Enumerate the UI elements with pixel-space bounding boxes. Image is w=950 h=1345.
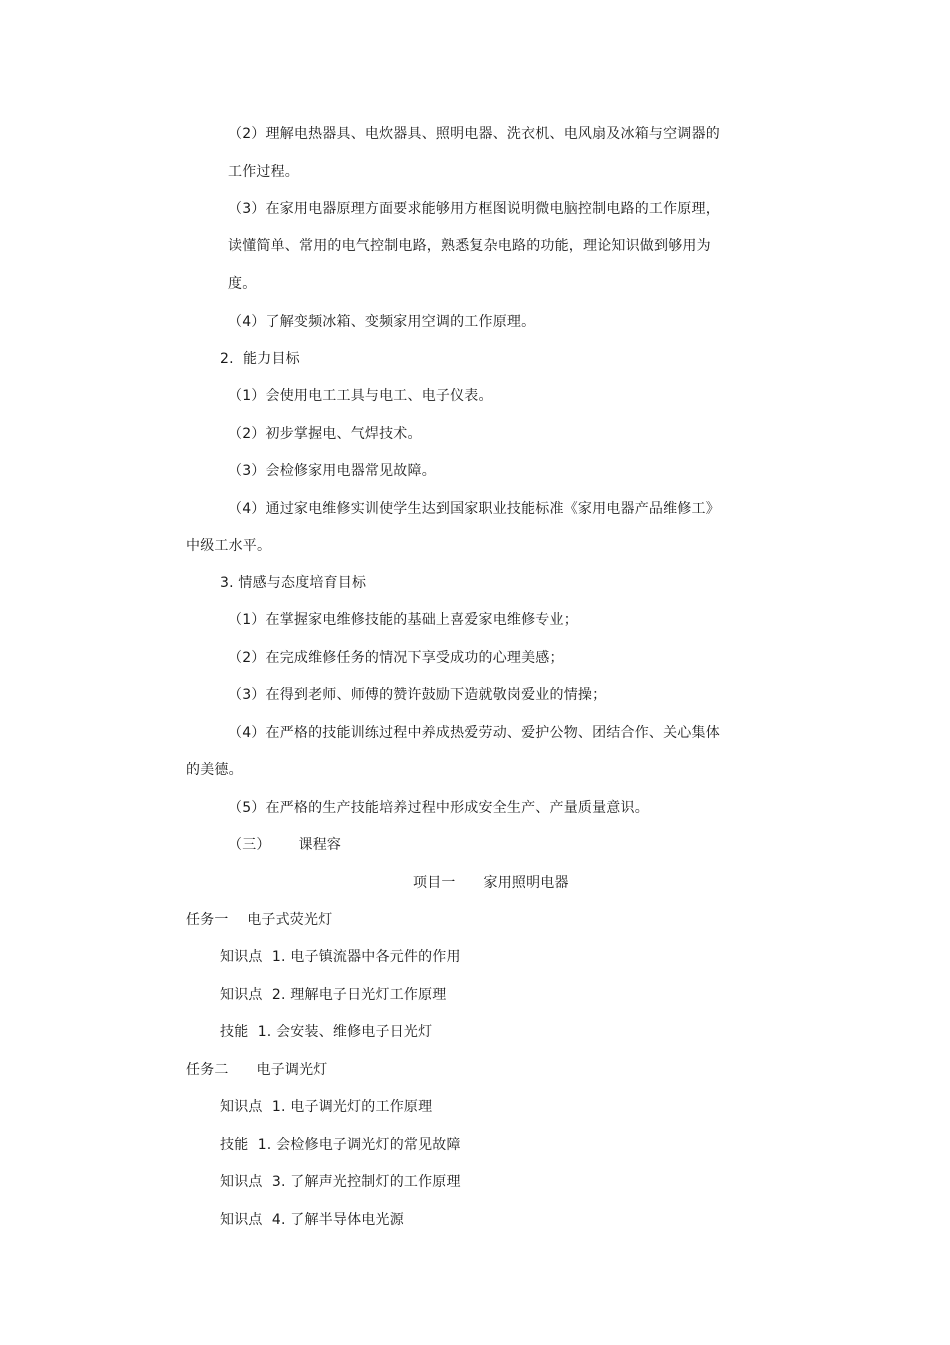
paragraph-line: 度。 <box>228 276 257 292</box>
list-item: （3）在得到老师、师傅的赞许鼓励下造就敬岗爱业的情操； <box>228 687 607 703</box>
paragraph-line: 读懂简单、常用的电气控制电路，熟悉复杂电路的功能，理论知识做到够用为 <box>228 238 711 254</box>
skill-item: 技能 1. 会检修电子调光灯的常见故障 <box>220 1137 461 1153</box>
list-item: （4）通过家电维修实训使学生达到国家职业技能标准《家用电器产品维修工》 <box>228 501 720 517</box>
paragraph-line: （3）在家用电器原理方面要求能够用方框图说明微电脑控制电路的工作原理， <box>228 201 720 217</box>
knowledge-point: 知识点 3. 了解声光控制灯的工作原理 <box>220 1174 461 1190</box>
section-heading: 3. 情感与态度培育目标 <box>220 575 367 591</box>
paragraph-line: （4）了解变频冰箱、变频家用空调的工作原理。 <box>228 314 536 330</box>
task-heading: 任务一 电子式荧光灯 <box>186 912 333 928</box>
list-item: （1）会使用电工工具与电工、电子仪表。 <box>228 388 493 404</box>
knowledge-point: 知识点 4. 了解半导体电光源 <box>220 1212 404 1228</box>
list-item: （4）在严格的技能训练过程中养成热爱劳动、爱护公物、团结合作、关心集体 <box>228 725 720 741</box>
paragraph-line: 中级工水平。 <box>186 538 272 554</box>
paragraph-line: （2）理解电热器具、电炊器具、照明电器、洗衣机、电风扇及冰箱与空调器的 <box>228 126 720 142</box>
knowledge-point: 知识点 1. 电子镇流器中各元件的作用 <box>220 949 461 965</box>
list-item: （3）会检修家用电器常见故障。 <box>228 463 436 479</box>
section-heading: 2. 能力目标 <box>220 351 300 367</box>
knowledge-point: 知识点 2. 理解电子日光灯工作原理 <box>220 987 447 1003</box>
project-title: 项目一 家用照明电器 <box>413 875 569 891</box>
section-heading: （三） 课程容 <box>228 837 342 853</box>
skill-item: 技能 1. 会安装、维修电子日光灯 <box>220 1024 433 1040</box>
list-item: （2）在完成维修任务的情况下享受成功的心理美感； <box>228 650 564 666</box>
paragraph-line: 的美德。 <box>186 762 243 778</box>
task-heading: 任务二 电子调光灯 <box>186 1062 328 1078</box>
list-item: （1）在掌握家电维修技能的基础上喜爱家电维修专业； <box>228 612 578 628</box>
list-item: （2）初步掌握电、气焊技术。 <box>228 426 422 442</box>
knowledge-point: 知识点 1. 电子调光灯的工作原理 <box>220 1099 433 1115</box>
paragraph-line: 工作过程。 <box>228 164 299 180</box>
list-item: （5）在严格的生产技能培养过程中形成安全生产、产量质量意识。 <box>228 800 649 816</box>
